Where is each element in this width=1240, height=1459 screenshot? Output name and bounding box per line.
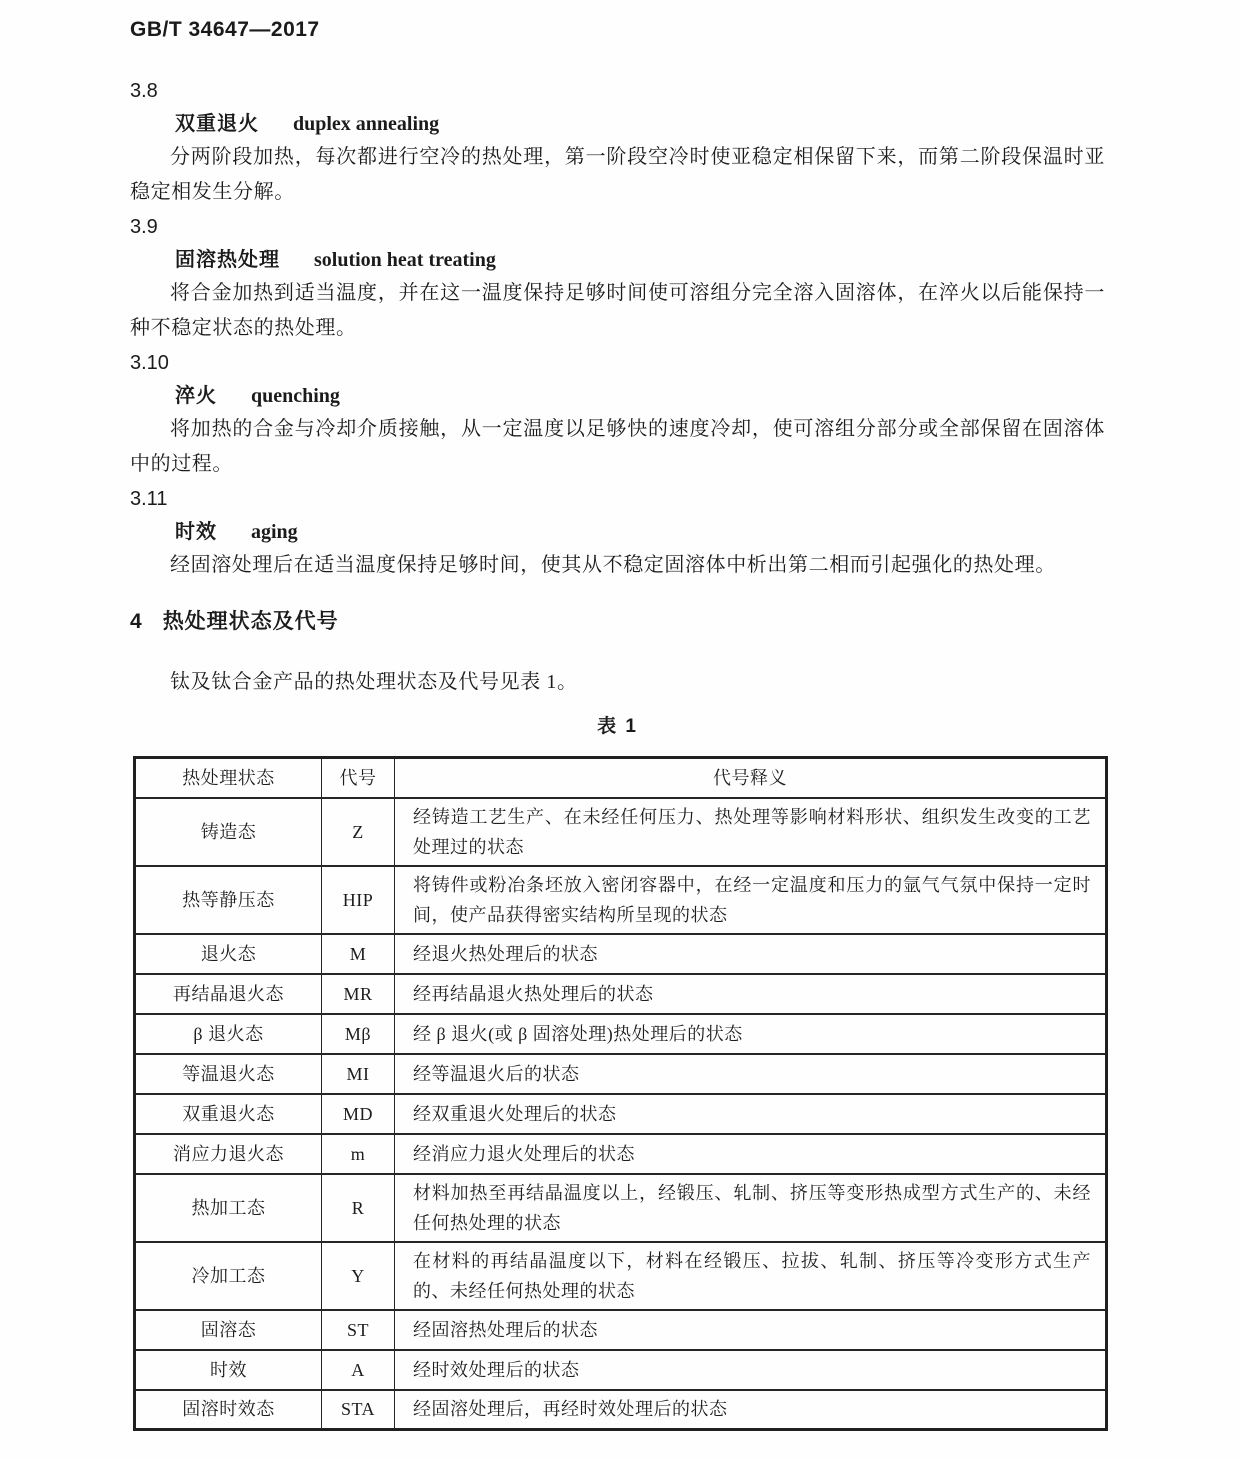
term-definition: 将合金加热到适当温度，并在这一温度保持足够时间使可溶组分完全溶入固溶体，在淬火以后能保持一种不稳定状态的热处理。 (130, 282, 1105, 339)
meaning-cell: 经时效处理后的状态 (395, 1350, 1107, 1390)
section-number: 4 (130, 610, 143, 633)
meaning-cell: 经固溶处理后，再经时效处理后的状态 (395, 1390, 1107, 1430)
meaning-cell: 经 β 退火(或 β 固溶处理)热处理后的状态 (395, 1014, 1107, 1054)
code-cell: Mβ (322, 1014, 395, 1054)
meaning-cell: 经消应力退火处理后的状态 (395, 1134, 1107, 1174)
table-row (135, 1014, 1107, 1054)
code-cell: MR (322, 974, 395, 1014)
term-title-en: solution heat treating (314, 249, 496, 271)
standard-number: GB/T 34647—2017 (130, 18, 320, 41)
meaning-cell: 在材料的再结晶温度以下，材料在经锻压、拉拔、轧制、挤压等冷变形方式生产的、未经任何热处理的状态 (395, 1242, 1107, 1310)
state-cell: 再结晶退火态 (135, 974, 322, 1014)
table-row (135, 866, 1107, 934)
term-section (130, 346, 1105, 482)
code-cell: A (322, 1350, 395, 1390)
table-row (135, 1134, 1107, 1174)
meaning-cell: 材料加热至再结晶温度以上，经锻压、轧制、挤压等变形热成型方式生产的、未经任何热处理的状态 (395, 1174, 1107, 1242)
terms-list (130, 74, 1105, 583)
meaning-cell: 经再结晶退火热处理后的状态 (395, 974, 1107, 1014)
state-cell: 固溶时效态 (135, 1390, 322, 1430)
code-cell: R (322, 1174, 395, 1242)
term-title (130, 516, 1105, 548)
table-row (135, 1390, 1107, 1430)
state-cell: 固溶态 (135, 1310, 322, 1350)
term-title (130, 108, 1105, 140)
term-title-cn: 固溶热处理 (175, 249, 280, 271)
term-title-en: duplex annealing (293, 113, 440, 135)
term-definition: 分两阶段加热，每次都进行空冷的热处理，第一阶段空冷时使亚稳定相保留下来，而第二阶段保温时亚稳定相发生分解。 (130, 146, 1105, 203)
term-number: 3.11 (130, 488, 168, 510)
heat-treatment-table (133, 756, 1108, 1431)
term-title (130, 380, 1105, 412)
meaning-cell: 经双重退火处理后的状态 (395, 1094, 1107, 1134)
table-row (135, 1350, 1107, 1390)
column-header: 代号 (322, 758, 395, 798)
term-title-cn: 双重退火 (175, 113, 259, 135)
code-cell: Z (322, 798, 395, 866)
term-definition: 将加热的合金与冷却介质接触，从一定温度以足够快的速度冷却，使可溶组分部分或全部保留在固溶体中的过程。 (130, 418, 1105, 475)
table-row (135, 1054, 1107, 1094)
meaning-cell: 经铸造工艺生产、在未经任何压力、热处理等影响材料形状、组织发生改变的工艺处理过的状态 (395, 798, 1107, 866)
term-definition: 经固溶处理后在适当温度保持足够时间，使其从不稳定固溶体中析出第二相而引起强化的热处理。 (170, 554, 1056, 576)
code-cell: HIP (322, 866, 395, 934)
code-cell: STA (322, 1390, 395, 1430)
section-title: 热处理状态及代号 (162, 610, 339, 633)
table-caption: 表 1 (597, 716, 638, 737)
table-row (135, 798, 1107, 866)
term-section (130, 74, 1105, 210)
state-cell: 冷加工态 (135, 1242, 322, 1310)
table-row (135, 1094, 1107, 1134)
term-title (130, 244, 1105, 276)
table-body (135, 798, 1107, 1430)
code-cell: ST (322, 1310, 395, 1350)
table-row (135, 1310, 1107, 1350)
term-title-cn: 淬火 (175, 385, 217, 407)
term-number: 3.10 (130, 352, 169, 374)
code-cell: MD (322, 1094, 395, 1134)
state-cell: 退火态 (135, 934, 322, 974)
section-heading (130, 605, 1105, 639)
state-cell: 热加工态 (135, 1174, 322, 1242)
state-cell: 铸造态 (135, 798, 322, 866)
term-section (130, 482, 1105, 583)
table-header-row (135, 758, 1107, 798)
term-title-en: aging (251, 521, 298, 543)
code-cell: MI (322, 1054, 395, 1094)
state-cell: 双重退火态 (135, 1094, 322, 1134)
state-cell: 消应力退火态 (135, 1134, 322, 1174)
term-title-cn: 时效 (175, 521, 217, 543)
term-number: 3.9 (130, 216, 158, 238)
table-row (135, 1174, 1107, 1242)
column-header: 热处理状态 (135, 758, 322, 798)
term-title-en: quenching (251, 385, 340, 407)
meaning-cell: 经退火热处理后的状态 (395, 934, 1107, 974)
state-cell: β 退火态 (135, 1014, 322, 1054)
term-number: 3.8 (130, 80, 158, 102)
table-intro: 钛及钛合金产品的热处理状态及代号见表 1。 (170, 671, 578, 693)
meaning-cell: 将铸件或粉冶条坯放入密闭容器中，在经一定温度和压力的氩气气氛中保持一定时间，使产品获得密实结构所呈现的状态 (395, 866, 1107, 934)
table-row (135, 934, 1107, 974)
state-cell: 热等静压态 (135, 866, 322, 934)
code-cell: M (322, 934, 395, 974)
table-row (135, 1242, 1107, 1310)
table-row (135, 974, 1107, 1014)
term-section (130, 210, 1105, 346)
state-cell: 时效 (135, 1350, 322, 1390)
state-cell: 等温退火态 (135, 1054, 322, 1094)
meaning-cell: 经固溶热处理后的状态 (395, 1310, 1107, 1350)
code-cell: Y (322, 1242, 395, 1310)
code-cell: m (322, 1134, 395, 1174)
column-header: 代号释义 (395, 758, 1107, 798)
meaning-cell: 经等温退火后的状态 (395, 1054, 1107, 1094)
